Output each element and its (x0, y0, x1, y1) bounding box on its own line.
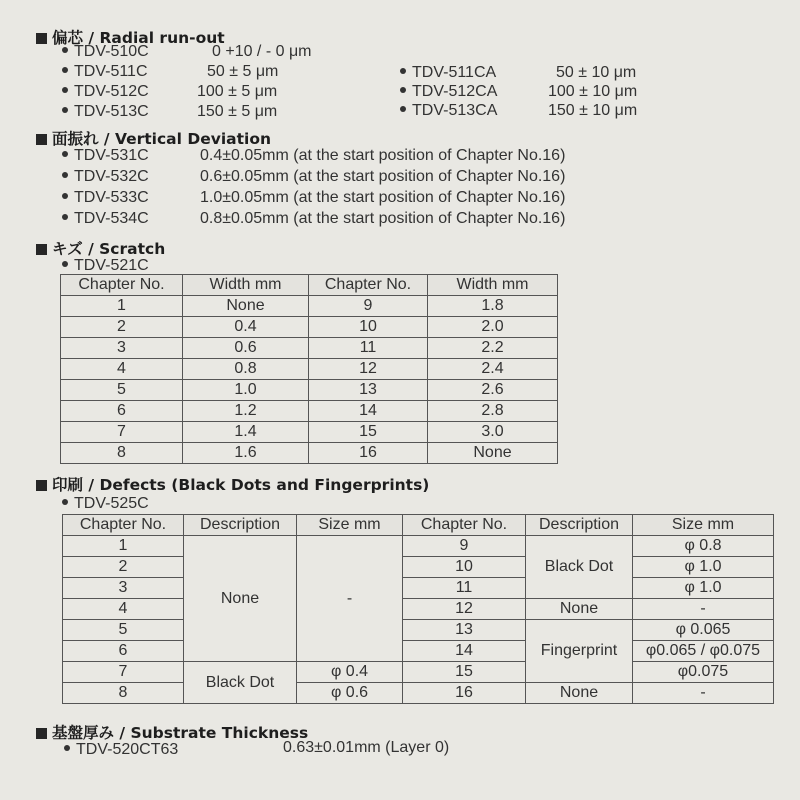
table-cell: 4 (61, 359, 183, 380)
radial-value: 50 ± 5 μm (207, 63, 279, 80)
defects-model: TDV-525C (62, 495, 149, 513)
table-cell: 10 (309, 317, 428, 338)
radial-item: TDV-513CA (400, 102, 497, 120)
table-cell: - (633, 683, 774, 704)
radial-item: TDV-512C (62, 83, 149, 101)
table-cell: 11 (309, 338, 428, 359)
square-bullet-icon (36, 480, 47, 491)
table-row (61, 338, 558, 359)
table-cell: - (633, 599, 774, 620)
table-cell: None (428, 443, 558, 464)
table-row (63, 662, 774, 683)
vertical-deviation-heading: 面振れ / Vertical Deviation (36, 127, 271, 149)
header-cell: Chapter No. (63, 515, 184, 536)
radial-item: TDV-513C (62, 103, 149, 121)
header-cell: Width mm (428, 275, 558, 296)
substrate-value: 0.63±0.01mm (Layer 0) (283, 739, 450, 756)
table-row (63, 536, 774, 557)
table-cell: Black Dot (526, 536, 633, 599)
radial-value: 0 +10 / - 0 μm (212, 43, 312, 60)
radial-value: 150 ± 10 μm (548, 102, 638, 119)
table-cell: 2.6 (428, 380, 558, 401)
bullet-icon (400, 87, 406, 93)
bullet-icon (62, 172, 68, 178)
table-cell: 8 (61, 443, 183, 464)
vertical-value: 0.8±0.05mm (at the start position of Chapter No.16) (200, 210, 566, 227)
table-cell: 1 (63, 536, 184, 557)
table-header-row (63, 515, 774, 536)
table-cell: 15 (309, 422, 428, 443)
vertical-item: TDV-533C (62, 189, 149, 207)
table-cell: 6 (61, 401, 183, 422)
table-cell: φ0.065 / φ0.075 (633, 641, 774, 662)
table-cell: 0.4 (183, 317, 309, 338)
table-cell: None (526, 599, 633, 620)
table-cell: Fingerprint (526, 620, 633, 683)
table-cell: 7 (63, 662, 184, 683)
table-cell: φ 0.4 (297, 662, 403, 683)
table-cell: - (297, 536, 403, 662)
table-cell: 1.0 (183, 380, 309, 401)
table-cell: 1.6 (183, 443, 309, 464)
table-cell: 0.8 (183, 359, 309, 380)
square-bullet-icon (36, 728, 47, 739)
table-row (63, 578, 774, 599)
table-cell: 16 (403, 683, 526, 704)
header-cell: Chapter No. (61, 275, 183, 296)
table-cell: 14 (309, 401, 428, 422)
radial-value: 150 ± 5 μm (197, 103, 278, 120)
radial-value: 50 ± 10 μm (556, 64, 637, 81)
table-cell: 2.4 (428, 359, 558, 380)
table-row (61, 443, 558, 464)
table-cell: None (184, 536, 297, 662)
square-bullet-icon (36, 33, 47, 44)
table-header-row (61, 275, 558, 296)
bullet-icon (400, 106, 406, 112)
header-cell: Size mm (633, 515, 774, 536)
header-cell: Chapter No. (309, 275, 428, 296)
vertical-value: 0.4±0.05mm (at the start position of Chapter No.16) (200, 147, 566, 164)
bullet-icon (62, 261, 68, 267)
vertical-item: TDV-532C (62, 168, 149, 186)
radial-runout-heading: 偏芯 / Radial run-out (36, 26, 225, 48)
bullet-icon (62, 151, 68, 157)
defects-heading: 印刷 / Defects (Black Dots and Fingerprints) (36, 473, 429, 495)
table-cell: 3.0 (428, 422, 558, 443)
table-cell: 4 (63, 599, 184, 620)
table-cell: φ 0.065 (633, 620, 774, 641)
table-cell: 13 (403, 620, 526, 641)
table-cell: 2.8 (428, 401, 558, 422)
table-cell: 0.6 (183, 338, 309, 359)
header-cell: Size mm (297, 515, 403, 536)
substrate-heading: 基盤厚み / Substrate Thickness (36, 721, 308, 743)
table-cell: 1.4 (183, 422, 309, 443)
table-cell: 2.0 (428, 317, 558, 338)
table-cell: 1.2 (183, 401, 309, 422)
header-cell: Description (526, 515, 633, 536)
vertical-value: 1.0±0.05mm (at the start position of Chapter No.16) (200, 189, 566, 206)
table-row (63, 599, 774, 620)
bullet-icon (62, 214, 68, 220)
table-row (63, 557, 774, 578)
table-cell: 14 (403, 641, 526, 662)
table-cell: 15 (403, 662, 526, 683)
bullet-icon (62, 67, 68, 73)
bullet-icon (62, 193, 68, 199)
table-row (61, 380, 558, 401)
table-row (63, 620, 774, 641)
table-cell: Black Dot (184, 662, 297, 704)
table-row (63, 683, 774, 704)
table-cell: 12 (309, 359, 428, 380)
table-cell: φ0.075 (633, 662, 774, 683)
header-cell: Description (184, 515, 297, 536)
table-cell: 7 (61, 422, 183, 443)
radial-item: TDV-511C (62, 63, 148, 81)
radial-value: 100 ± 10 μm (548, 83, 638, 100)
table-cell: 12 (403, 599, 526, 620)
table-cell: 13 (309, 380, 428, 401)
bullet-icon (62, 87, 68, 93)
table-cell: 16 (309, 443, 428, 464)
table-cell: φ 0.6 (297, 683, 403, 704)
table-cell: φ 1.0 (633, 557, 774, 578)
table-cell: 2 (63, 557, 184, 578)
header-cell: Chapter No. (403, 515, 526, 536)
vertical-value: 0.6±0.05mm (at the start position of Chapter No.16) (200, 168, 566, 185)
table-row (61, 296, 558, 317)
table-row (61, 359, 558, 380)
table-cell: None (526, 683, 633, 704)
table-cell: 10 (403, 557, 526, 578)
scratch-table (60, 274, 558, 464)
radial-item: TDV-511CA (400, 64, 496, 82)
square-bullet-icon (36, 134, 47, 145)
table-cell: 5 (63, 620, 184, 641)
table-cell: 9 (309, 296, 428, 317)
radial-item: TDV-510C (62, 43, 149, 61)
scratch-heading: キズ / Scratch (36, 237, 165, 259)
table-row (63, 641, 774, 662)
bullet-icon (64, 745, 70, 751)
table-cell: 1.8 (428, 296, 558, 317)
table-row (61, 317, 558, 338)
table-cell: 11 (403, 578, 526, 599)
bullet-icon (400, 68, 406, 74)
table-cell: 2.2 (428, 338, 558, 359)
table-cell: 5 (61, 380, 183, 401)
square-bullet-icon (36, 244, 47, 255)
table-cell: 3 (63, 578, 184, 599)
vertical-item: TDV-531C (62, 147, 149, 165)
bullet-icon (62, 499, 68, 505)
radial-item: TDV-512CA (400, 83, 497, 101)
bullet-icon (62, 47, 68, 53)
substrate-model: TDV-520CT63 (64, 741, 178, 759)
vertical-item: TDV-534C (62, 210, 149, 228)
table-cell: φ 1.0 (633, 578, 774, 599)
scratch-model: TDV-521C (62, 257, 149, 275)
defects-table (62, 514, 774, 704)
table-cell: 3 (61, 338, 183, 359)
bullet-icon (62, 107, 68, 113)
table-cell: φ 0.8 (633, 536, 774, 557)
table-cell: None (183, 296, 309, 317)
header-cell: Width mm (183, 275, 309, 296)
table-row (61, 401, 558, 422)
table-cell: 9 (403, 536, 526, 557)
table-cell: 2 (61, 317, 183, 338)
table-cell: 6 (63, 641, 184, 662)
radial-value: 100 ± 5 μm (197, 83, 278, 100)
table-row (61, 422, 558, 443)
table-cell: 8 (63, 683, 184, 704)
table-cell: 1 (61, 296, 183, 317)
